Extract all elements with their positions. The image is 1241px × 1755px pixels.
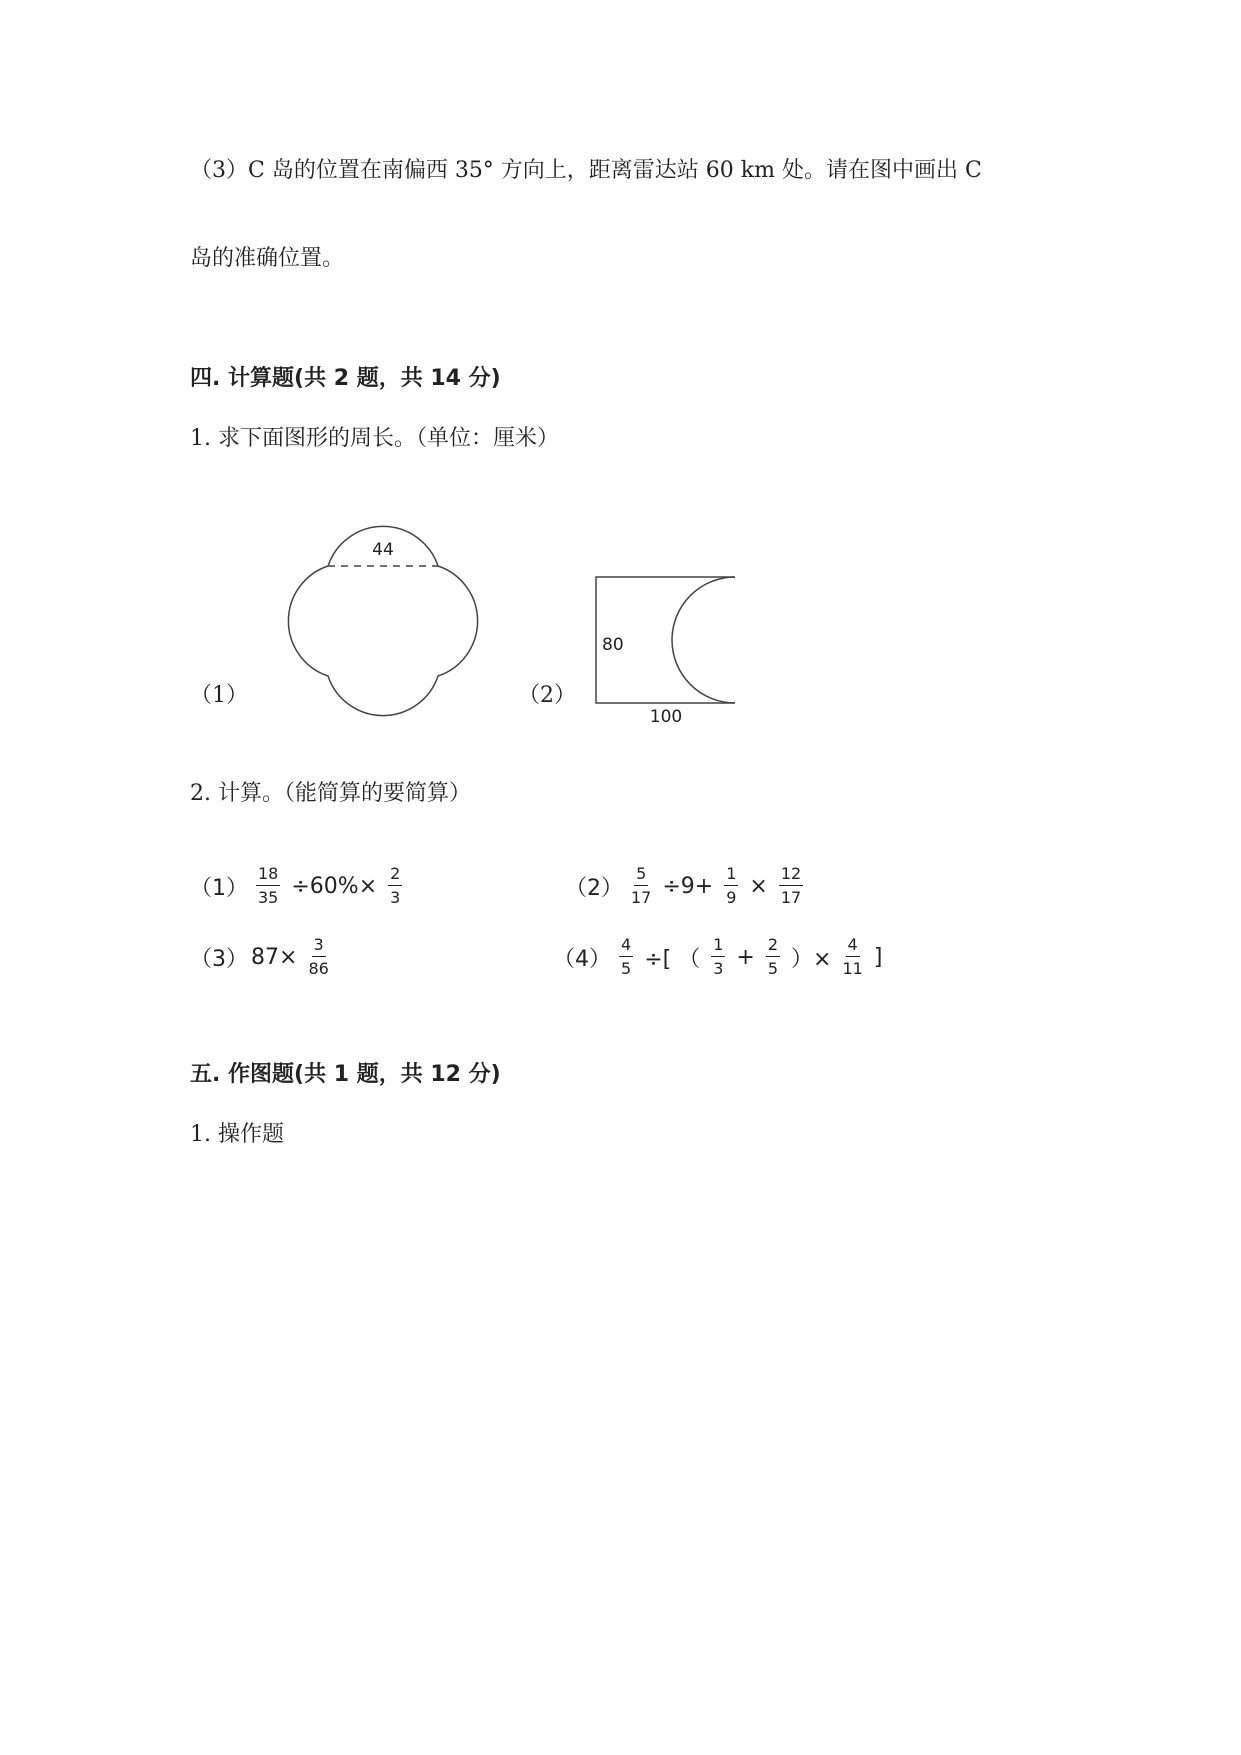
drawing-question-1: 1. 操作题 — [190, 1122, 284, 1147]
expression-3 — [190, 937, 337, 977]
fraction — [631, 866, 651, 906]
fraction — [779, 866, 803, 906]
fraction — [724, 866, 738, 906]
operator: + — [736, 944, 755, 970]
fraction — [711, 937, 725, 977]
expression-4 — [553, 937, 885, 977]
fraction — [256, 866, 280, 906]
numerator: 5 — [634, 866, 648, 886]
numerator: 12 — [779, 866, 803, 886]
calc-question-2: 2. 计算。（能简算的要简算） — [190, 781, 471, 806]
expression-2-label: （2） — [565, 875, 623, 901]
expression-3-label: （3） — [190, 946, 248, 972]
fraction — [308, 937, 328, 977]
numerator: 2 — [766, 937, 780, 957]
denominator: 17 — [631, 888, 652, 907]
operator: ）× — [791, 946, 832, 972]
numerator: 4 — [619, 937, 633, 957]
numerator: 18 — [256, 866, 280, 886]
semicircle-cutout — [672, 577, 735, 703]
figure-2-label: （2） — [518, 683, 576, 708]
numerator: 1 — [711, 937, 725, 957]
denominator: 17 — [780, 888, 802, 907]
operator: ÷60%× — [291, 873, 378, 899]
fraction — [619, 937, 633, 977]
expression-4-label: （4） — [553, 946, 611, 972]
figure-1-quatrefoil — [260, 505, 500, 745]
numerator: 2 — [388, 866, 402, 886]
numerator: 1 — [724, 866, 738, 886]
fraction — [842, 937, 862, 977]
section-4-heading: 四. 计算题(共 2 题，共 14 分) — [190, 366, 501, 391]
numerator: 4 — [846, 937, 860, 957]
expression-1 — [190, 866, 410, 906]
denominator: 3 — [713, 959, 724, 978]
denominator: 86 — [308, 959, 329, 978]
section-5-heading: 五. 作图题(共 1 题，共 12 分) — [190, 1062, 501, 1087]
question-3-line-2: 岛的准确位置。 — [190, 246, 345, 271]
question-3-line-1: （3）C 岛的位置在南偏西 35° 方向上，距离雷达站 60 km 处。请在图中画出 C — [190, 158, 982, 183]
denominator: 35 — [258, 888, 279, 907]
denominator: 5 — [767, 959, 779, 978]
expression-1-label: （1） — [190, 875, 248, 901]
height-label: 80 — [602, 635, 624, 655]
denominator: 3 — [390, 888, 401, 907]
width-label: 100 — [649, 707, 683, 727]
operator: ÷[ （ — [644, 946, 701, 972]
operator: ] — [873, 944, 883, 970]
fraction — [388, 866, 402, 906]
operator: ÷9+ — [662, 873, 714, 899]
figure-1-diameter-label: 44 — [372, 540, 394, 560]
denominator: 11 — [842, 959, 863, 978]
operator: 87× — [251, 944, 298, 970]
calc-question-1: 1. 求下面图形的周长。（单位：厘米） — [190, 426, 559, 451]
denominator: 9 — [726, 888, 737, 907]
figure-2-shape — [590, 570, 750, 730]
operator: × — [749, 873, 768, 899]
denominator: 5 — [621, 959, 632, 978]
expression-2 — [565, 866, 811, 906]
fraction — [766, 937, 780, 977]
figure-1-label: （1） — [190, 683, 248, 708]
numerator: 3 — [312, 937, 326, 957]
